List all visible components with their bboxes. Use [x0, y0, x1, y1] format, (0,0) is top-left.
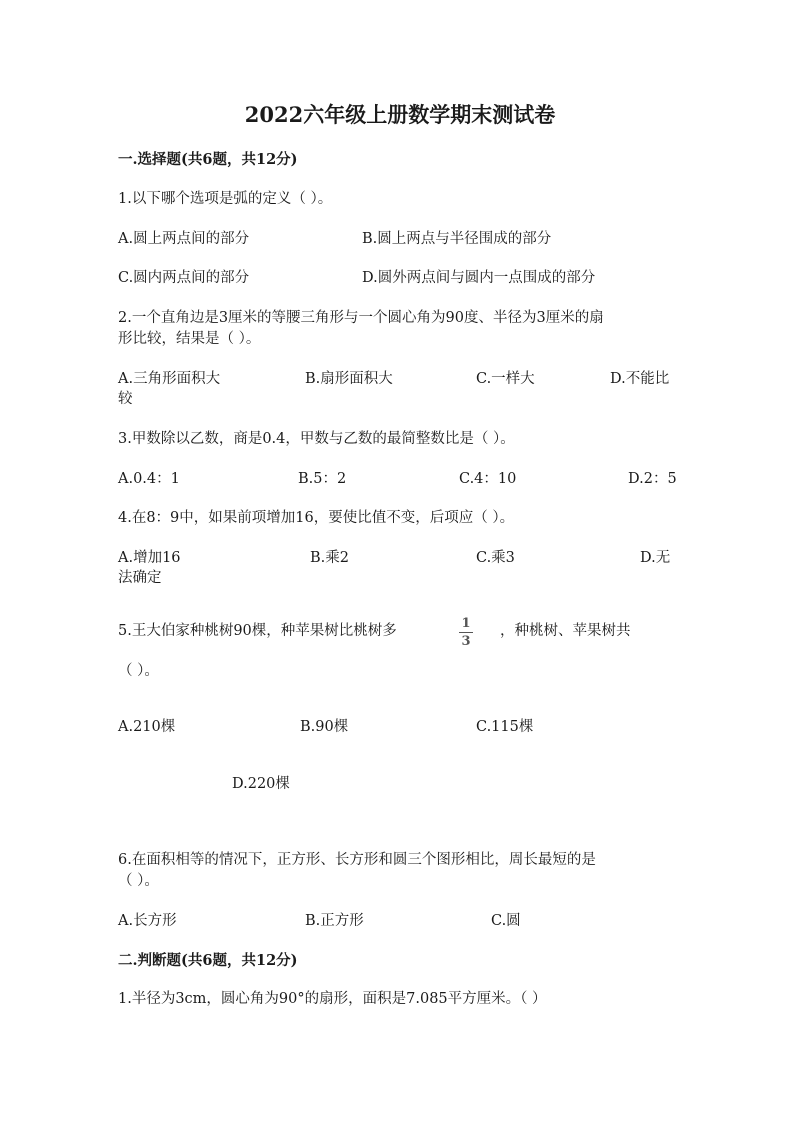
question-4-option-d-line1: D.无	[640, 550, 671, 566]
fraction-one-third	[458, 616, 474, 649]
question-4-option-c: C.乘3	[476, 550, 515, 566]
question-3-option-c: C.4：10	[459, 471, 517, 487]
fraction-denominator: 3	[461, 634, 471, 649]
question-2-stem-line1: 2.一个直角边是3厘米的等腰三角形与一个圆心角为90度、半径为3厘米的扇	[118, 310, 604, 326]
question-6-stem-line2: （ ）。	[118, 873, 159, 889]
section-heading-choice: 一.选择题(共6题，共12分)	[118, 151, 298, 168]
question-5-stem-part2: ，种桃树、苹果树共	[500, 623, 631, 639]
question-5-stem-part1: 5.王大伯家种桃树90棵，种苹果树比桃树多	[118, 623, 397, 639]
question-2-option-b: B.扇形面积大	[305, 371, 393, 387]
question-5-option-d: D.220棵	[232, 776, 290, 792]
judgement-1-stem: 1.半径为3cm，圆心角为90°的扇形，面积是7.085平方厘米。（ ）	[118, 991, 547, 1007]
question-2-option-a: A.三角形面积大	[118, 371, 221, 387]
question-4-option-d-line2: 法确定	[118, 570, 162, 586]
question-3-option-b: B.5：2	[298, 471, 347, 487]
question-5-option-a: A.210棵	[118, 719, 176, 735]
question-4-stem: 4.在8：9中，如果前项增加16，要使比值不变，后项应（ ）。	[118, 510, 515, 526]
question-6-stem-line1: 6.在面积相等的情况下，正方形、长方形和圆三个图形相比，周长最短的是	[118, 852, 596, 868]
question-4-option-a: A.增加16	[118, 550, 181, 566]
question-6-option-a: A.长方形	[118, 913, 177, 929]
question-2-stem-line2: 形比较，结果是（ ）。	[118, 331, 261, 347]
question-6-option-c: C.圆	[491, 913, 521, 929]
question-1-option-d: D.圆外两点间与圆内一点围成的部分	[362, 270, 596, 286]
question-6-option-b: B.正方形	[305, 913, 364, 929]
question-1-stem: 1.以下哪个选项是弧的定义（ ）。	[118, 191, 333, 207]
question-2-option-c: C.一样大	[476, 371, 535, 387]
fraction-bar	[459, 632, 473, 633]
question-2-option-d-line2: 较	[118, 391, 133, 407]
question-3-stem: 3.甲数除以乙数，商是0.4，甲数与乙数的最简整数比是（ ）。	[118, 431, 515, 447]
fraction-numerator: 1	[461, 616, 471, 631]
question-1-option-a: A.圆上两点间的部分	[118, 231, 250, 247]
question-5-stem-line2: （ ）。	[118, 663, 159, 679]
section-heading-judgement: 二.判断题(共6题，共12分)	[118, 952, 298, 969]
question-5-option-c: C.115棵	[476, 719, 534, 735]
question-1-option-b: B.圆上两点与半径围成的部分	[362, 231, 552, 247]
question-3-option-d: D.2：5	[628, 471, 677, 487]
question-3-option-a: A.0.4：1	[118, 471, 180, 487]
page-title: 2022六年级上册数学期末测试卷	[244, 102, 556, 127]
question-5-option-b: B.90棵	[300, 719, 349, 735]
question-2-option-d-line1: D.不能比	[610, 371, 670, 387]
question-4-option-b: B.乘2	[310, 550, 349, 566]
question-1-option-c: C.圆内两点间的部分	[118, 270, 250, 286]
